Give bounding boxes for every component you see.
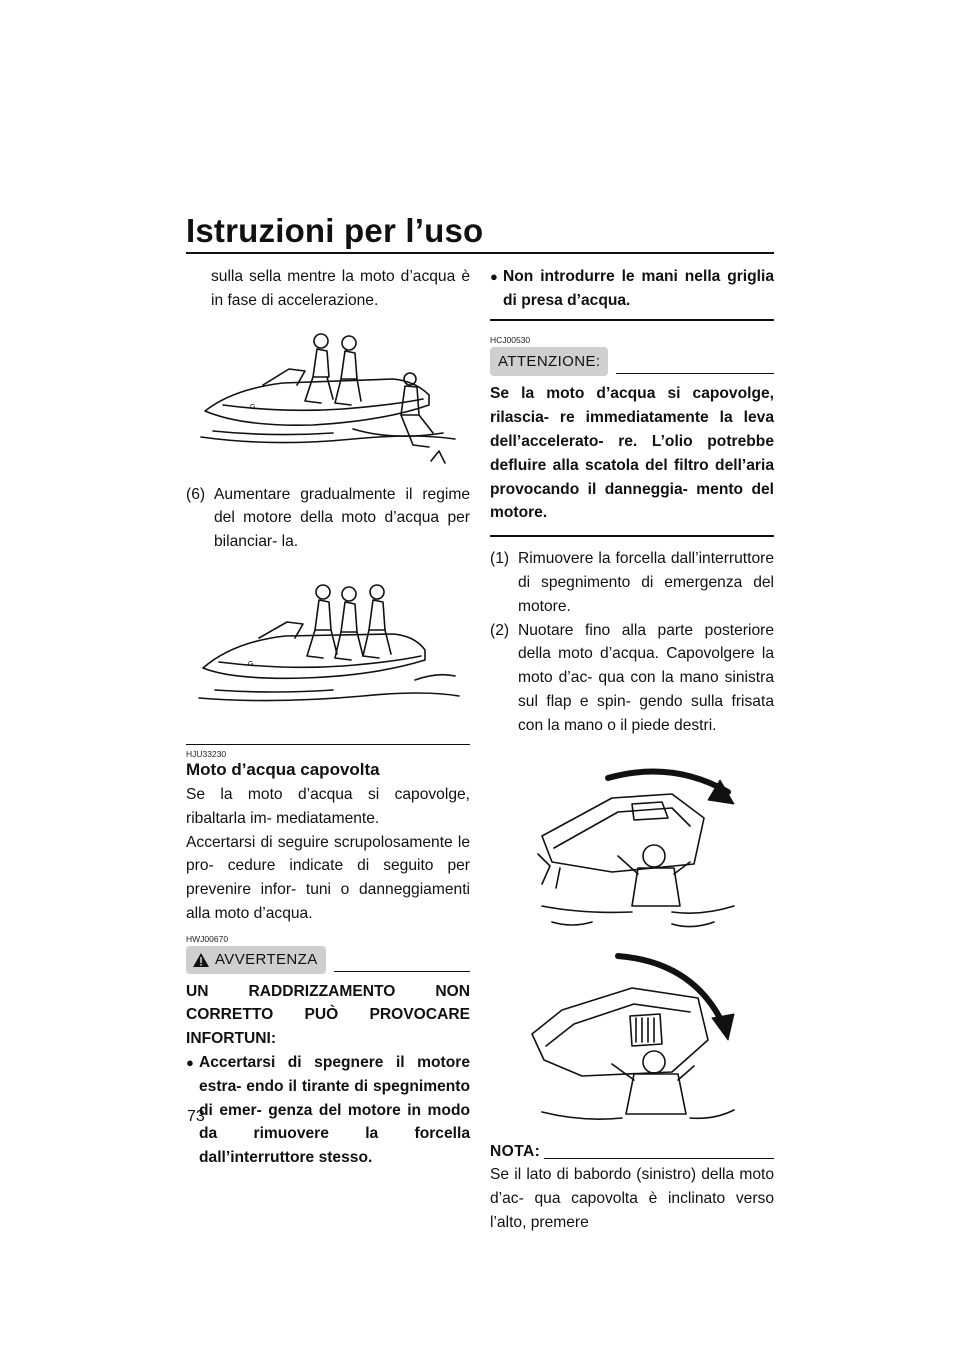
bullet-icon: ● [490,269,498,284]
step-2-number: (2) [490,621,510,639]
section-title: Moto d’acqua capovolta [186,759,380,779]
step-6 [186,483,470,554]
svg-text:G: G [250,403,256,411]
step-6-text: Aumentare gradualmente il regime del motore della moto d’acqua per bilanciar- la. [214,485,470,551]
illustration-rider-boarding [193,329,463,469]
step-1-text: Rimuovere la forcella dall’interruttore di spegnimento di emergenza del motore. [518,550,774,615]
note-header [490,1140,774,1164]
illustration-righting-step-2 [522,942,742,1132]
caution-badge [490,347,608,377]
step-1 [490,547,774,618]
header-rule [186,252,774,254]
warning-header [186,946,470,974]
step-6-number: (6) [186,485,206,503]
warning-text: UN RADDRIZZAMENTO NON CORRETTO PUÒ PROVOCARE INFORTUNI: [186,982,470,1048]
section-paragraph-2: Accertarsi di seguire scrupolosamente le pro- cedure indicate di seguito per prevenire infor- tuni o danneggiamenti alla moto d’acqua. [186,833,470,922]
caution-end-rule [490,535,774,537]
continuation-paragraph: sulla sella mentre la moto d’acqua è in fase di accelerazione. [211,268,470,309]
step-2-text: Nuotare fino alla parte posteriore della moto d’acqua. Capovolgere la moto d’ac- qua con la mano sinistra sul flap e spin- gendo sulla frisata con la mano o il piede destri. [518,621,774,734]
warning-bullet-2: ● Non introdurre le mani nella griglia di presa d’acqua. [490,265,774,313]
caution-code: HCJ00530 [490,334,531,345]
warning-label: AVVERTENZA [215,950,318,968]
note-label: NOTA: [490,1142,541,1160]
warning-badge [186,946,326,974]
right-column [490,265,774,1235]
warning-bullet-1: ● Accertarsi di spegnere il motore estra- endo il tirante di spegnimento di emer- genza del motore in modo da rimuovere la forcella dall’interruttore stesso. [186,1051,470,1170]
note-text: Se il lato di babordo (sinistro) della moto d’ac- qua capovolta è inclinato verso l’alto, premere [490,1166,774,1231]
warning-code: HWJ00670 [186,933,229,944]
caution-header [490,347,774,377]
bullet-icon: ● [186,1054,194,1070]
section-divider [186,744,470,745]
step-2 [490,619,774,738]
left-column [186,265,470,1170]
illustration-riders-balancing [193,580,463,730]
caution-text: Se la moto d’acqua si capovolge, rilascia- re immediatamente la leva dell’accelerato- re. L’olio potrebbe defluire alla scatola del filtro dell’aria provocando il danneggia- mento del motore. [490,385,774,522]
section-code: HJU33230 [186,748,227,759]
illustration-righting-step-1 [522,756,742,936]
page-number: 73 [187,1108,205,1125]
page-title: Istruzioni per l’uso [186,212,484,249]
warning-end-rule [490,319,774,321]
section-paragraph-1: Se la moto d’acqua si capovolge, ribaltarla im- mediatamente. [186,785,470,827]
warning-triangle-icon [192,952,210,968]
svg-text:G: G [248,660,254,668]
step-1-number: (1) [490,550,510,568]
caution-label: ATTENZIONE: [498,352,601,370]
